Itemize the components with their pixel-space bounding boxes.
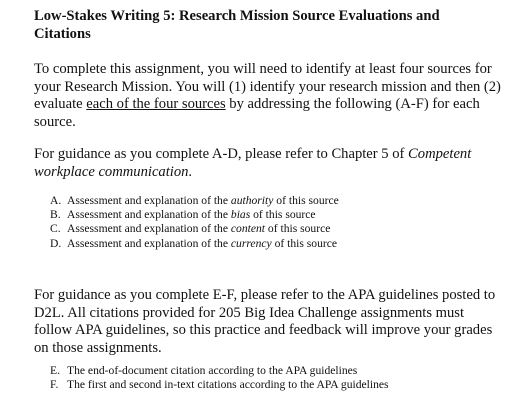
guidance-a-d-period: .: [188, 163, 193, 180]
list-item-text: Assessment and explanation of the: [67, 222, 231, 236]
list-item-letter: D.: [50, 236, 62, 250]
list-item: [50, 237, 339, 251]
guidance-paragraph-a-d: [34, 146, 502, 181]
intro-paragraph: [34, 61, 502, 131]
list-item-keyword: authority: [230, 194, 274, 207]
list-item: [50, 378, 389, 392]
list-item-text: Assessment and explanation of the: [67, 194, 231, 207]
list-item-text-end: of this source: [250, 208, 316, 222]
list-item: [50, 364, 389, 378]
list-item-text: Assessment and explanation of the: [67, 236, 231, 250]
list-item-letter: C.: [50, 222, 61, 236]
book-title: Competent workplace communication: [34, 146, 472, 180]
document-title: Low-Stakes Writing 5: Research Mission Source Evaluations and Citations: [34, 8, 440, 42]
intro-text-before: To complete this assignment, you will need to identify at least four sources for your Research Mission. You will (1) identify your research mission and then (2) evaluate: [34, 61, 501, 112]
list-item-keyword: content: [230, 222, 266, 236]
list-item-keyword: currency: [230, 236, 272, 250]
list-item-text: The first and second in-text citations according to the APA guidelines: [67, 378, 389, 392]
list-item-text-end: of this source: [273, 194, 339, 207]
list-item-letter: B.: [50, 208, 61, 222]
list-item-text-end: of this source: [265, 222, 331, 236]
list-item-letter: A.: [50, 194, 62, 207]
list-item: [50, 194, 339, 208]
intro-text-after: by addressing the following (A-F) for each source.: [34, 96, 480, 130]
list-item: [50, 208, 339, 222]
list-item-text: Assessment and explanation of the: [67, 208, 231, 222]
criteria-list-e-f: [50, 364, 389, 392]
list-item-keyword: bias: [230, 208, 251, 222]
list-item: [50, 222, 339, 236]
list-item-text: The end-of-document citation according to the APA guidelines: [67, 364, 358, 377]
guidance-paragraph-e-f: For guidance as you complete E-F, please refer to the APA guidelines posted to D2L. All citations provided for 205 Big Idea Challenge assignments must follow APA guidelines, so this practice and feedback will improve your grades on those assignments.: [34, 287, 496, 356]
guidance-a-d-text: For guidance as you complete A-D, please refer to Chapter 5 of: [34, 146, 409, 162]
intro-underlined-text: each of the four sources: [86, 96, 226, 112]
criteria-list-a-d: [50, 194, 339, 251]
list-item-text-end: of this source: [271, 236, 338, 250]
list-item-letter: E.: [50, 364, 60, 377]
list-item-letter: F.: [50, 378, 59, 392]
